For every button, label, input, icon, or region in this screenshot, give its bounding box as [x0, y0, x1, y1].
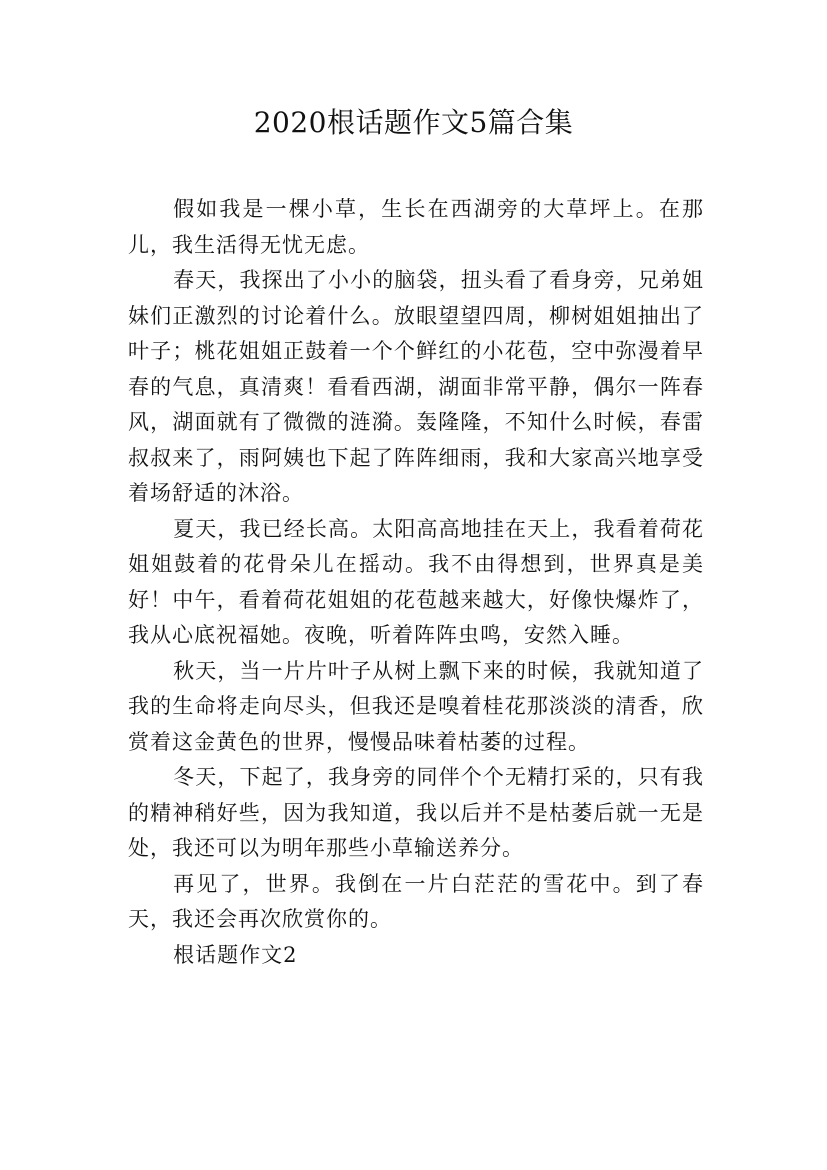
paragraph-farewell: 再见了，世界。我倒在一片白茫茫的雪花中。到了春天，我还会再次欣赏你的。 — [128, 871, 704, 931]
paragraph-summer: 夏天，我已经长高。太阳高高地挂在天上，我看着荷花姐姐鼓着的花骨朵儿在摇动。我不由得想到，世界真是美好！中午，看着荷花姐姐的花苞越来越大，好像快爆炸了，我从心底祝福她。夜晚，听着阵阵虫鸣，安然入睡。 — [128, 516, 704, 647]
section-heading-essay-2: 根话题作文2 — [173, 942, 298, 967]
document-body — [128, 192, 704, 973]
paragraph-intro: 假如我是一棵小草，生长在西湖旁的大草坪上。在那儿，我生活得无忧无虑。 — [128, 197, 704, 257]
paragraph-autumn: 秋天，当一片片叶子从树上飘下来的时候，我就知道了我的生命将走向尽头，但我还是嗅着桂花那淡淡的清香，欣赏着这金黄色的世界，慢慢品味着枯萎的过程。 — [128, 658, 704, 754]
paragraph-spring: 春天，我探出了小小的脑袋，扭头看了看身旁，兄弟姐妹们正激烈的讨论着什么。放眼望望四周，柳树姐姐抽出了叶子；桃花姐姐正鼓着一个个鲜红的小花苞，空中弥漫着早春的气息，真清爽！看看西湖，湖面非常平静，偶尔一阵春风，湖面就有了微微的涟漪。轰隆隆，不知什么时候，春雷叔叔来了，雨阿姨也下起了阵阵细雨，我和大家高兴地享受着场舒适的沐浴。 — [128, 268, 704, 505]
paragraph-winter: 冬天，下起了，我身旁的同伴个个无精打采的，只有我的精神稍好些，因为我知道，我以后并不是枯萎后就一无是处，我还可以为明年那些小草输送养分。 — [128, 765, 704, 860]
document-title: 2020根话题作文5篇合集 — [253, 106, 574, 139]
